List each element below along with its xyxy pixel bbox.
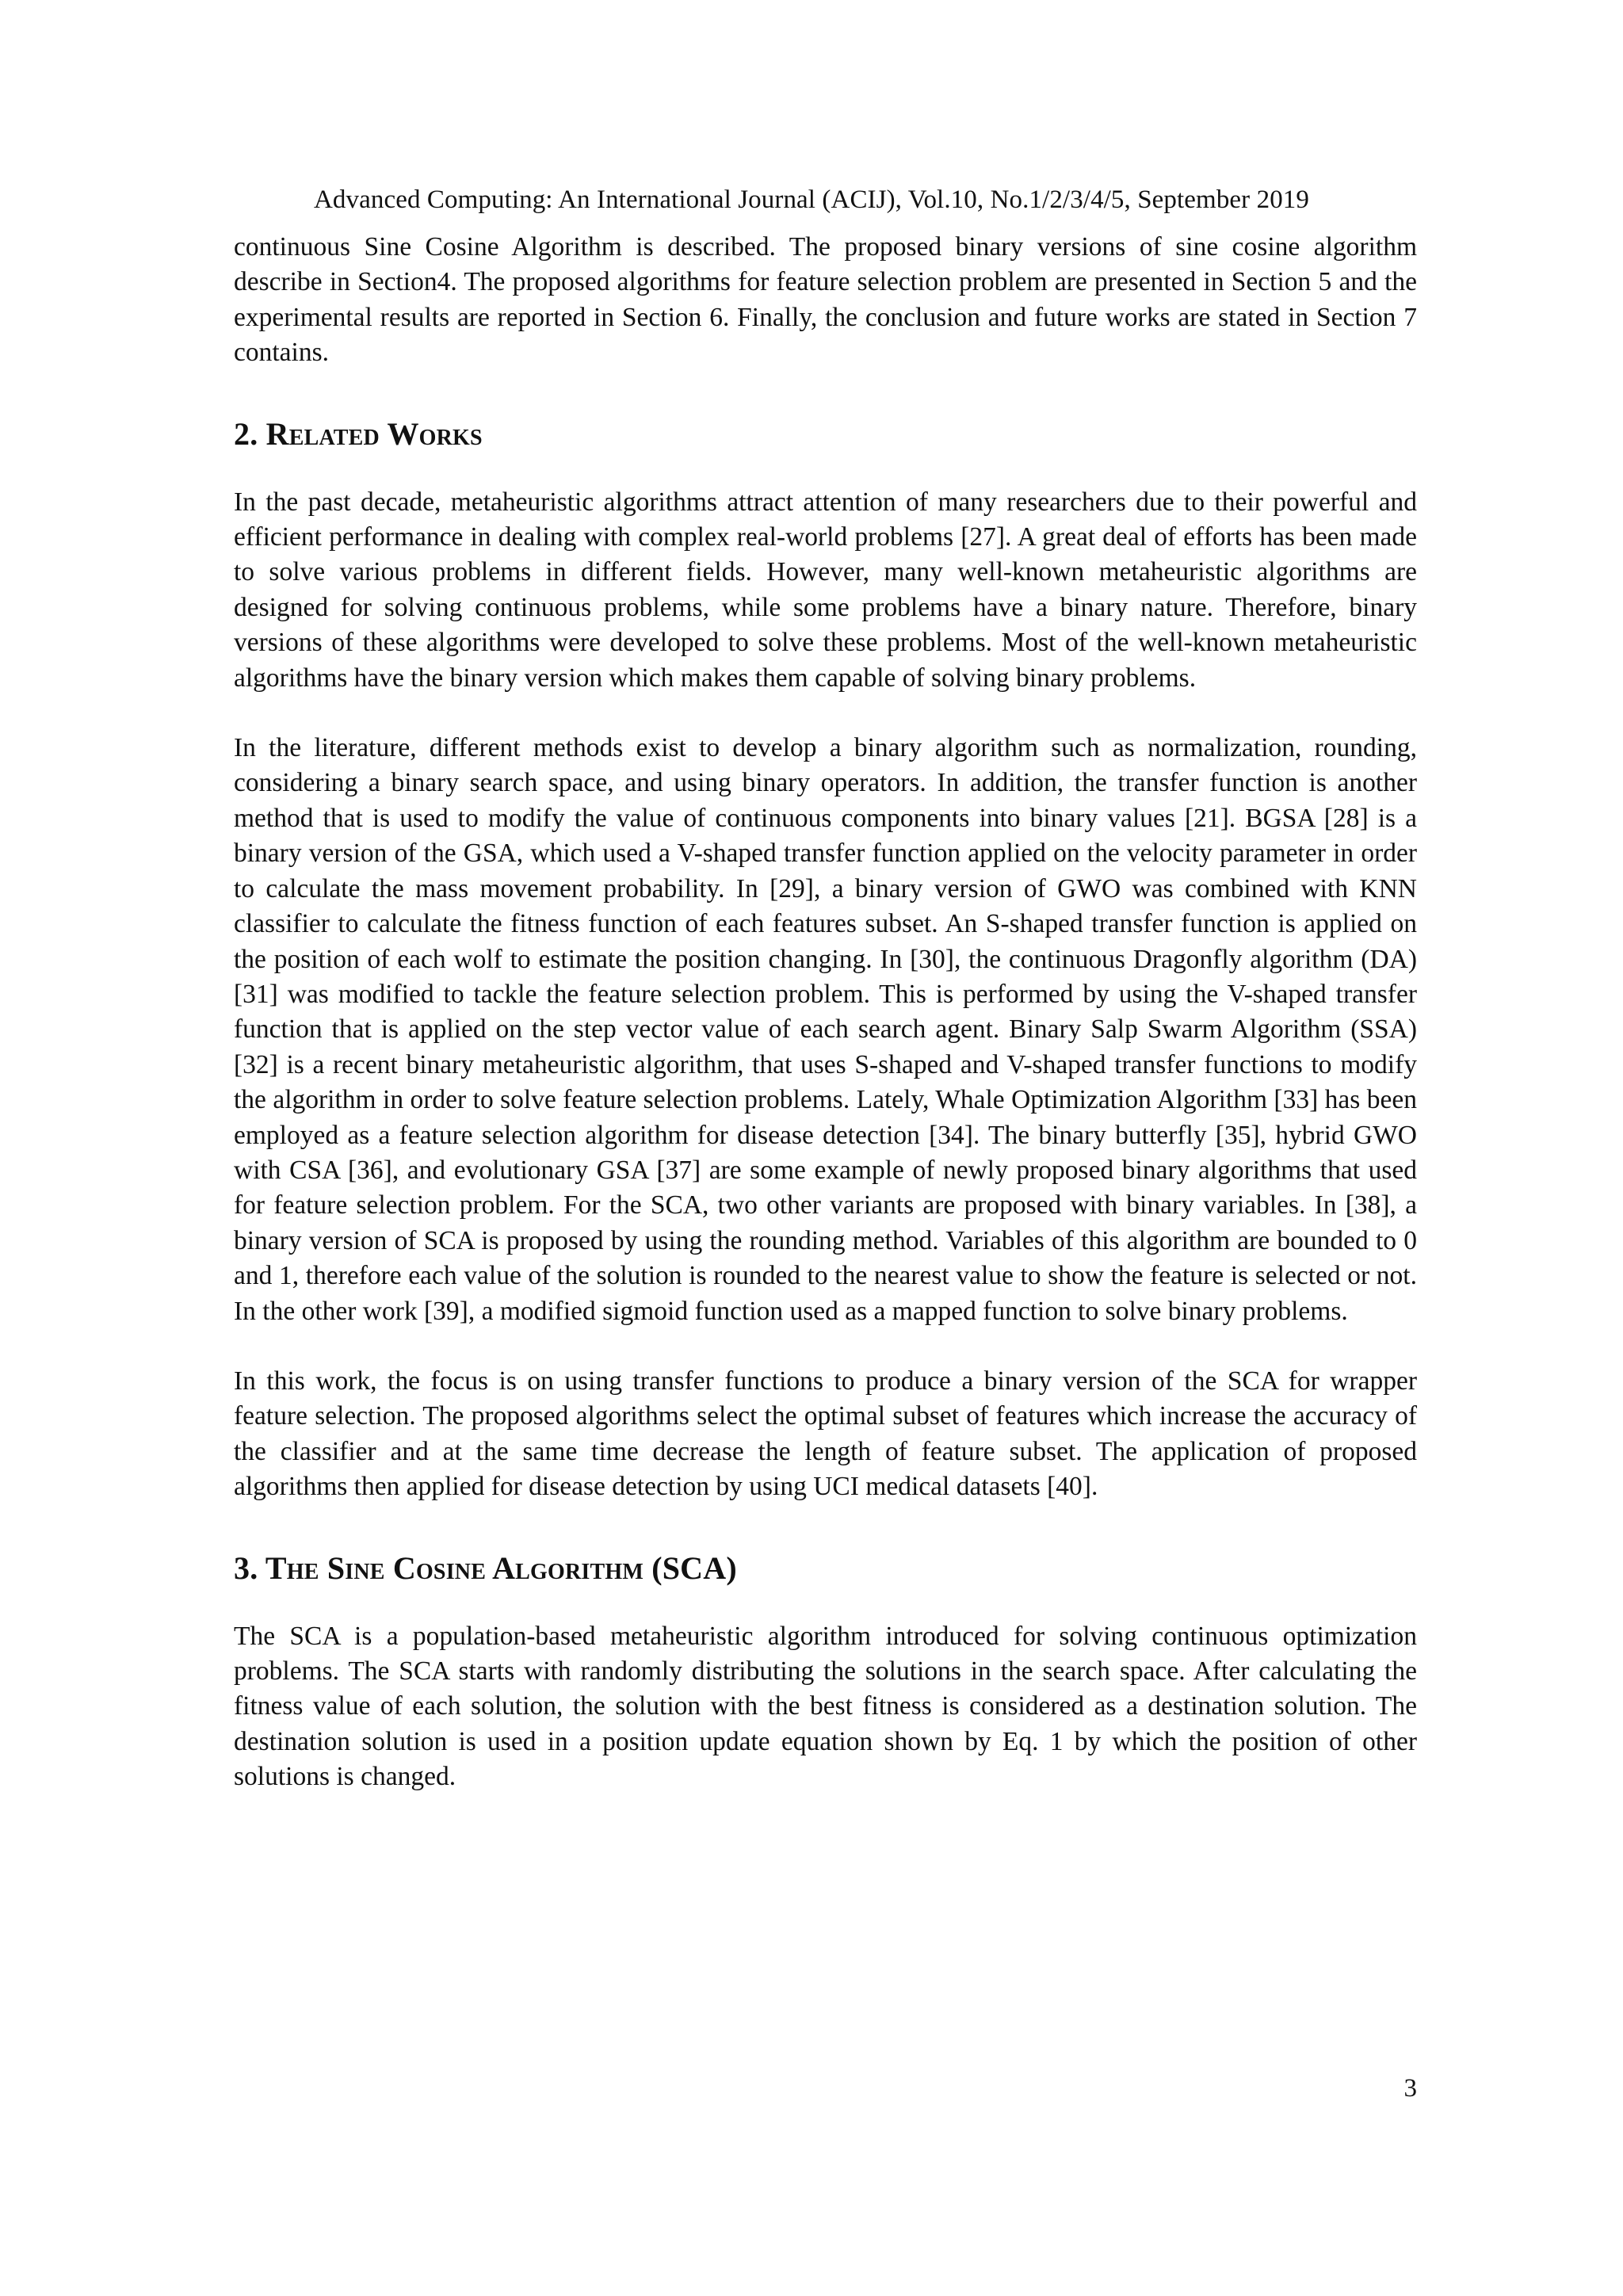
section-2-paragraph-3: In this work, the focus is on using transfer functions to produce a binary version of the SCA for wrapper feature selection. The proposed algorithms select the optimal subset of features which increase the accuracy of the classifier and at the same time decrease the length of feature subset. The application of proposed algorithms then applied for disease detection by using UCI medical datasets [40]. bbox=[234, 1366, 1417, 1502]
section-3-paragraph-1: The SCA is a population-based metaheuristic algorithm introduced for solving continuous optimization problems. The SCA starts with randomly distributing the solutions in the search space. After calculating the fitness value of each solution, the solution with the best fitness is considered as a destination solution. The destination solution is used in a position update equation shown by Eq. 1 by which the position of other solutions is changed. bbox=[234, 1621, 1417, 1792]
page-content bbox=[234, 230, 1417, 1795]
section-3-heading bbox=[234, 1549, 1417, 1587]
section-3-number: 3. bbox=[234, 1549, 258, 1586]
intro-continuation-paragraph: continuous Sine Cosine Algorithm is described. The proposed binary versions of sine cosine algorithm describe in Section4. The proposed algorithms for feature selection problem are presented in Section 5 and the experimental results are reported in Section 6. Finally, the conclusion and future works are stated in Section 7 contains. bbox=[234, 232, 1417, 368]
section-2-paragraph-1: In the past decade, metaheuristic algorithms attract attention of many researchers due to their powerful and efficient performance in dealing with complex real-world problems [27]. A great deal of efforts has been made to solve various problems in different fields. However, many well-known metaheuristic algorithms are designed for solving continuous problems, while some problems have a binary nature. Therefore, binary versions of these algorithms were developed to solve these problems. Most of the well-known metaheuristic algorithms have the binary version which makes them capable of solving binary problems. bbox=[234, 487, 1417, 693]
section-2-paragraph-2: In the literature, different methods exist to develop a binary algorithm such as normalization, rounding, considering a binary search space, and using binary operators. In addition, the transfer function is another method that is used to modify the value of continuous components into binary values [21]. BGSA [28] is a binary version of the GSA, which used a V-shaped transfer function applied on the velocity parameter in order to calculate the mass movement probability. In [29], a binary version of GWO was combined with KNN classifier to calculate the fitness function of each features subset. An S-shaped transfer function is applied on the position of each wolf to estimate the position changing. In [30], the continuous Dragonfly algorithm (DA) [31] was modified to tackle the feature selection problem. This is performed by using the V-shaped transfer function that is applied on the step vector value of each search agent. Binary Salp Swarm Algorithm (SSA) [32] is a recent binary metaheuristic algorithm, that uses S-shaped and V-shaped transfer functions to modify the algorithm in order to solve feature selection problems. Lately, Whale Optimization Algorithm [33] has been employed as a feature selection algorithm for disease detection [34]. The binary butterfly [35], hybrid GWO with CSA [36], and evolutionary GSA [37] are some example of newly proposed binary algorithms that used for feature selection problem. For the SCA, two other variants are proposed with binary variables. In [38], a binary version of SCA is proposed by using the rounding method. Variables of this algorithm are bounded to 0 and 1, therefore each value of the solution is rounded to the nearest value to show the feature is selected or not. In the other work [39], a modified sigmoid function used as a mapped function to solve binary problems. bbox=[234, 733, 1417, 1326]
section-2-heading bbox=[234, 415, 1417, 453]
section-3-title: The Sine Cosine Algorithm bbox=[265, 1549, 644, 1586]
section-2-number: 2. bbox=[234, 415, 258, 452]
running-header: Advanced Computing: An International Journal (ACIJ), Vol.10, No.1/2/3/4/5, September 2019 bbox=[313, 185, 1310, 214]
section-2-title: Related Works bbox=[265, 415, 483, 452]
page-number: 3 bbox=[1403, 2074, 1417, 2103]
section-3-abbreviation: (SCA) bbox=[651, 1549, 737, 1586]
